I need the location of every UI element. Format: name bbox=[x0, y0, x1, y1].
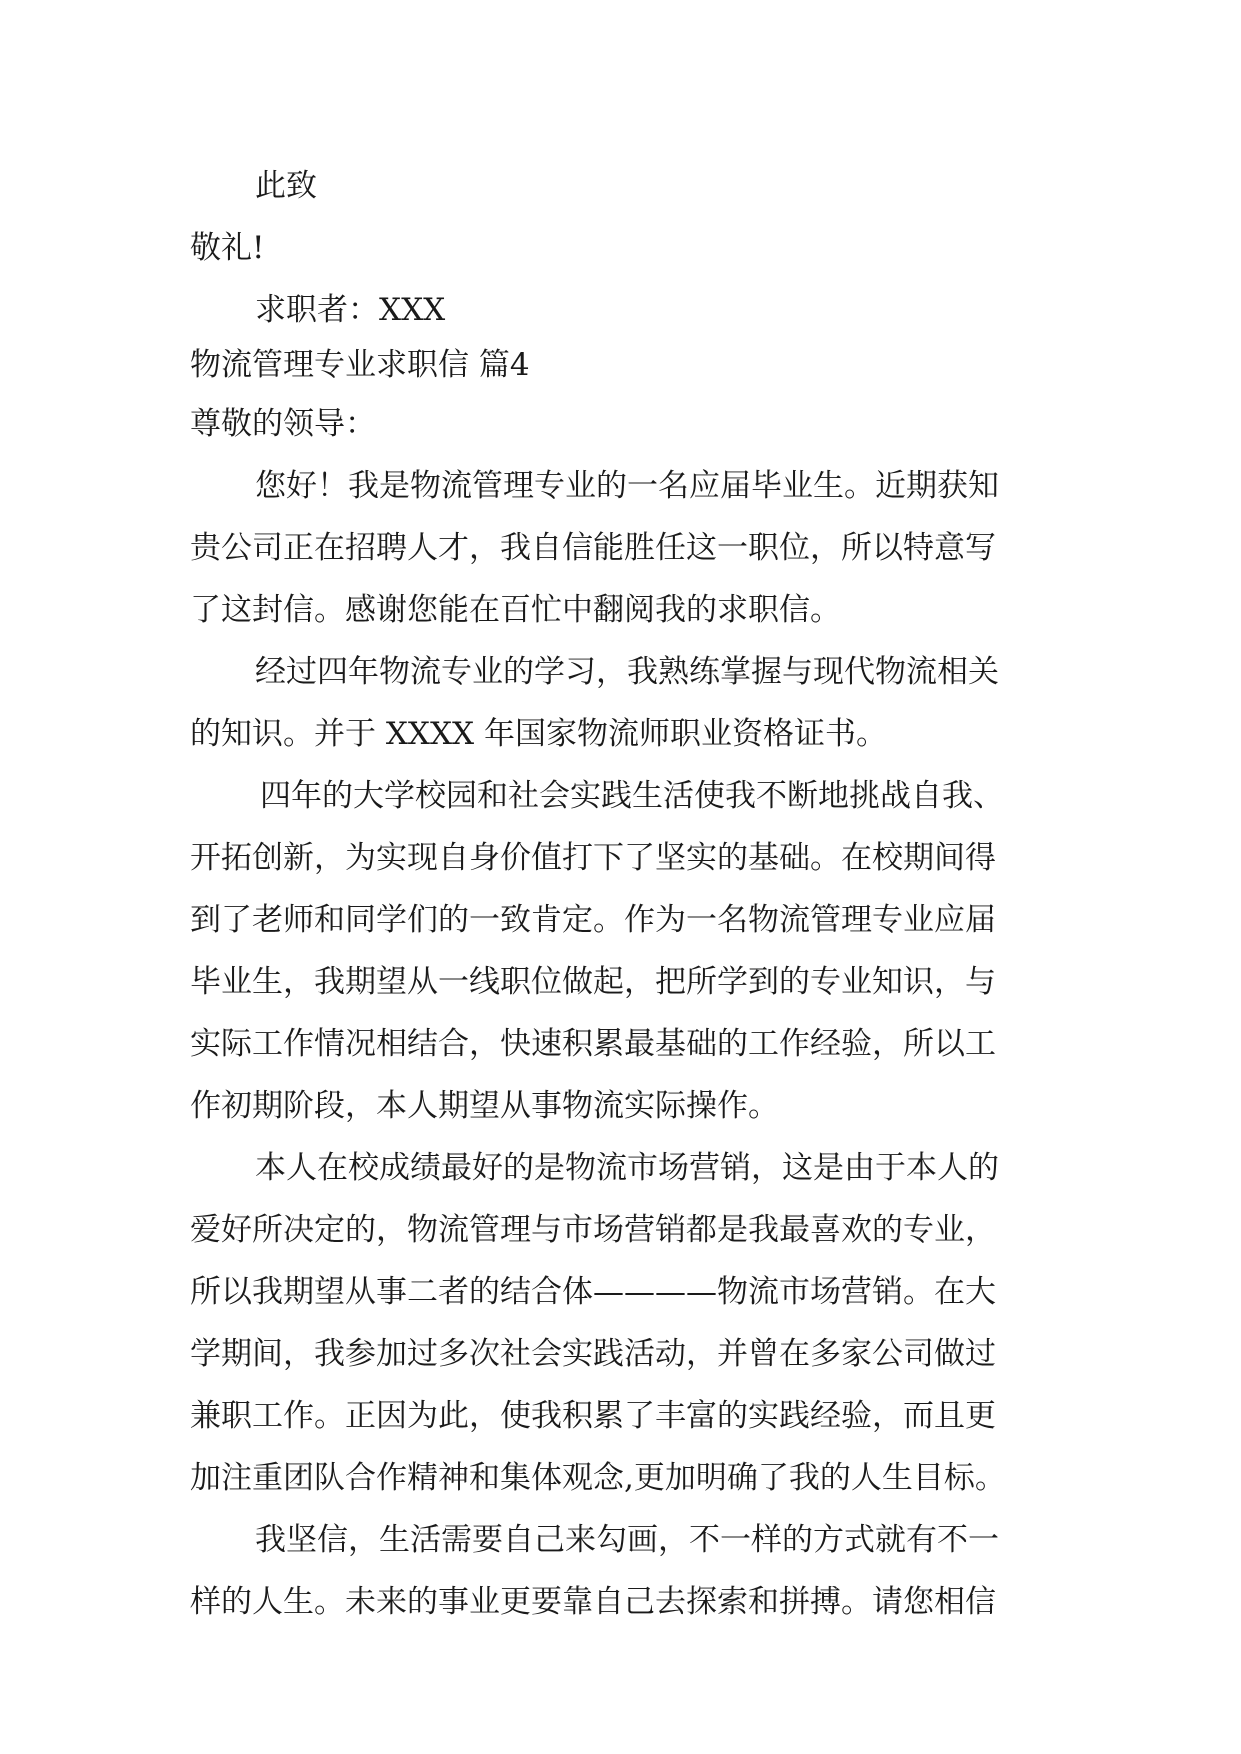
closing-salutation: 此致 bbox=[255, 168, 317, 204]
paragraph-1-line-2: 贵公司正在招聘人才，我自信能胜任这一职位，所以特意写 bbox=[190, 530, 996, 566]
paragraph-4-line-5: 兼职工作。正因为此，使我积累了丰富的实践经验，而且更 bbox=[190, 1398, 996, 1434]
closing-regards: 敬礼! bbox=[190, 230, 265, 266]
paragraph-4-line-2: 爱好所决定的，物流管理与市场营销都是我最喜欢的专业， bbox=[190, 1212, 996, 1248]
paragraph-3-line-4: 毕业生，我期望从一线职位做起，把所学到的专业知识，与 bbox=[190, 964, 996, 1000]
paragraph-4-line-6: 加注重团队合作精神和集体观念,更加明确了我的人生目标。 bbox=[190, 1460, 1006, 1496]
paragraph-4-line-4: 学期间，我参加过多次社会实践活动，并曾在多家公司做过 bbox=[190, 1336, 996, 1372]
paragraph-2-line-1: 经过四年物流专业的学习，我熟练掌握与现代物流相关 bbox=[255, 654, 999, 690]
paragraph-5-line-2: 样的人生。未来的事业更要靠自己去探索和拼搏。请您相信 bbox=[190, 1584, 996, 1620]
paragraph-1-line-3: 了这封信。感谢您能在百忙中翻阅我的求职信。 bbox=[190, 592, 841, 628]
paragraph-3-line-6: 作初期阶段，本人期望从事物流实际操作。 bbox=[190, 1088, 779, 1124]
signature-line: 求职者：XXX bbox=[255, 292, 446, 328]
paragraph-1-line-1: 您好！我是物流管理专业的一名应届毕业生。近期获知 bbox=[255, 468, 999, 504]
section-title: 物流管理专业求职信 篇4 bbox=[190, 347, 530, 383]
greeting: 尊敬的领导： bbox=[190, 406, 376, 442]
paragraph-4-line-3: 所以我期望从事二者的结合体————物流市场营销。在大 bbox=[190, 1274, 996, 1310]
paragraph-3-line-3: 到了老师和同学们的一致肯定。作为一名物流管理专业应届 bbox=[190, 902, 996, 938]
paragraph-3-line-1: 四年的大学校园和社会实践生活使我不断地挑战自我、 bbox=[260, 778, 1004, 814]
paragraph-3-line-2: 开拓创新，为实现自身价值打下了坚实的基础。在校期间得 bbox=[190, 840, 996, 876]
paragraph-3-line-5: 实际工作情况相结合，快速积累最基础的工作经验，所以工 bbox=[190, 1026, 996, 1062]
paragraph-5-line-1: 我坚信，生活需要自己来勾画，不一样的方式就有不一 bbox=[255, 1522, 999, 1558]
paragraph-4-line-1: 本人在校成绩最好的是物流市场营销，这是由于本人的 bbox=[255, 1150, 999, 1186]
paragraph-2-line-2: 的知识。并于 XXXX 年国家物流师职业资格证书。 bbox=[190, 716, 887, 752]
